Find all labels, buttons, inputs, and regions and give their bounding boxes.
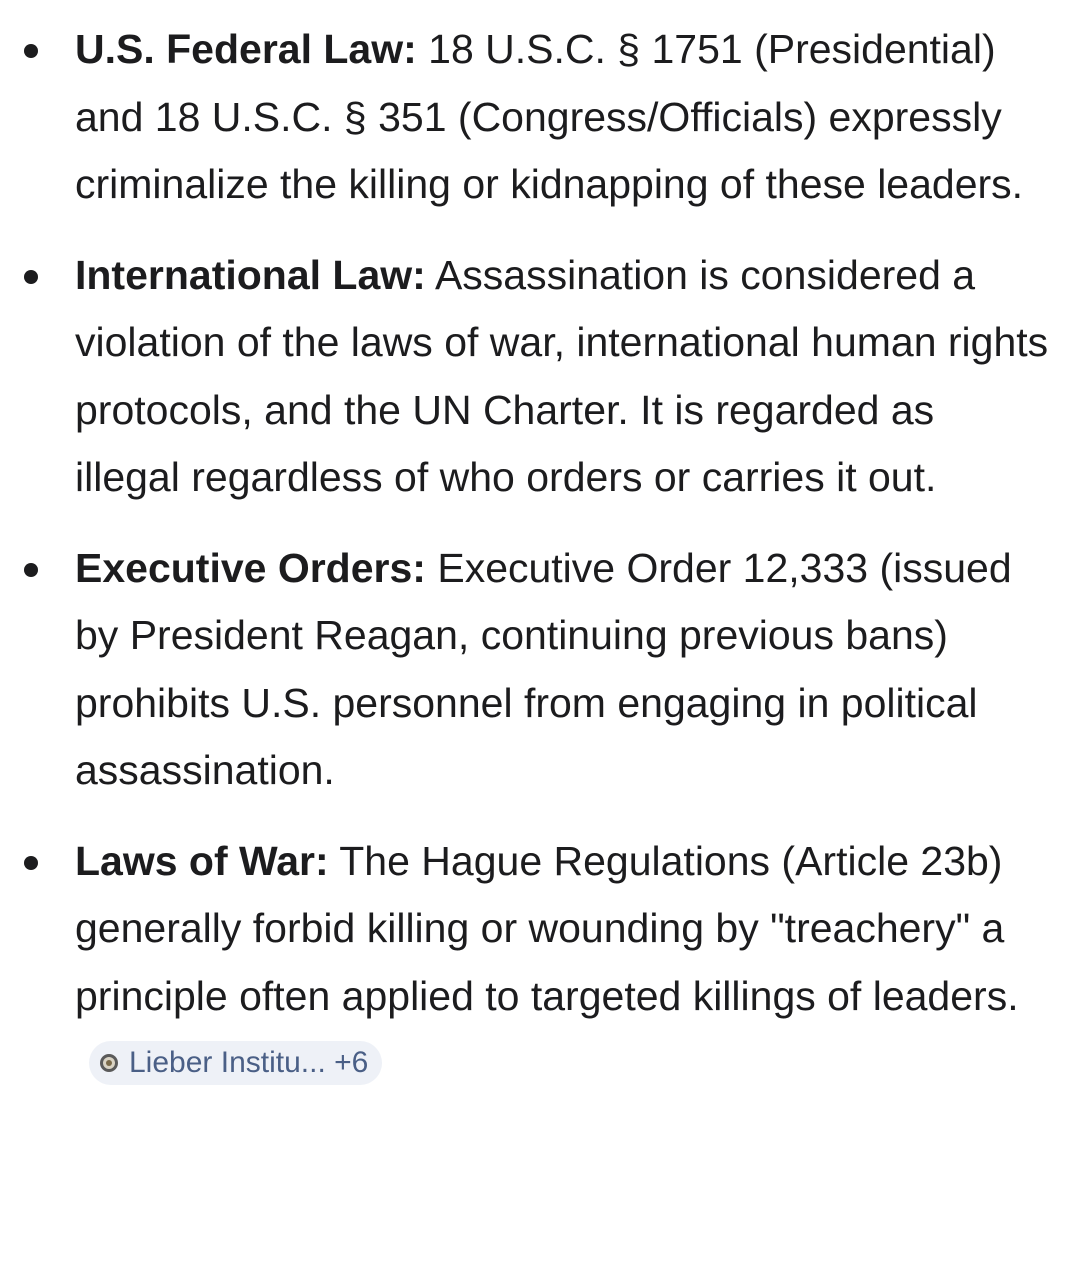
list-item-us-federal-law xyxy=(0,16,1080,219)
source-favicon-icon xyxy=(99,1053,119,1073)
bullet-list xyxy=(0,16,1080,1121)
list-item-international-law xyxy=(0,242,1080,512)
item-term: Executive Orders: xyxy=(75,544,426,591)
item-text: Executive Order 12,333 (issued by President Reagan, continuing previous bans) prohibits U.S. personnel from engaging in political assassination. xyxy=(75,544,1012,793)
source-chip[interactable] xyxy=(89,1041,382,1085)
item-term: Laws of War: xyxy=(75,837,329,884)
bullet-dot xyxy=(24,270,38,284)
list-item-executive-orders xyxy=(0,535,1080,805)
item-term: International Law: xyxy=(75,251,426,298)
bullet-dot xyxy=(24,563,38,577)
item-term: U.S. Federal Law: xyxy=(75,26,417,72)
source-chip-label: Lieber Institu... +6 xyxy=(129,1046,369,1079)
list-item-laws-of-war xyxy=(0,828,1080,1098)
item-text: The Hague Regulations (Article 23b) generally forbid killing or wounding by "treachery" a principle often applied to targeted killings of leaders. xyxy=(75,837,1019,1019)
bullet-dot xyxy=(24,856,38,870)
item-text: 18 U.S.C. § 1751 (Presidential) and 18 U.S.C. § 351 (Congress/Officials) expressly criminalize the killing or kidnapping of these leaders. xyxy=(75,26,1024,207)
bullet-dot xyxy=(24,44,38,58)
item-text: Assassination is considered a violation of the laws of war, international human rights protocols, and the UN Charter. It is regarded as illegal regardless of who orders or carries it out. xyxy=(75,251,1049,500)
